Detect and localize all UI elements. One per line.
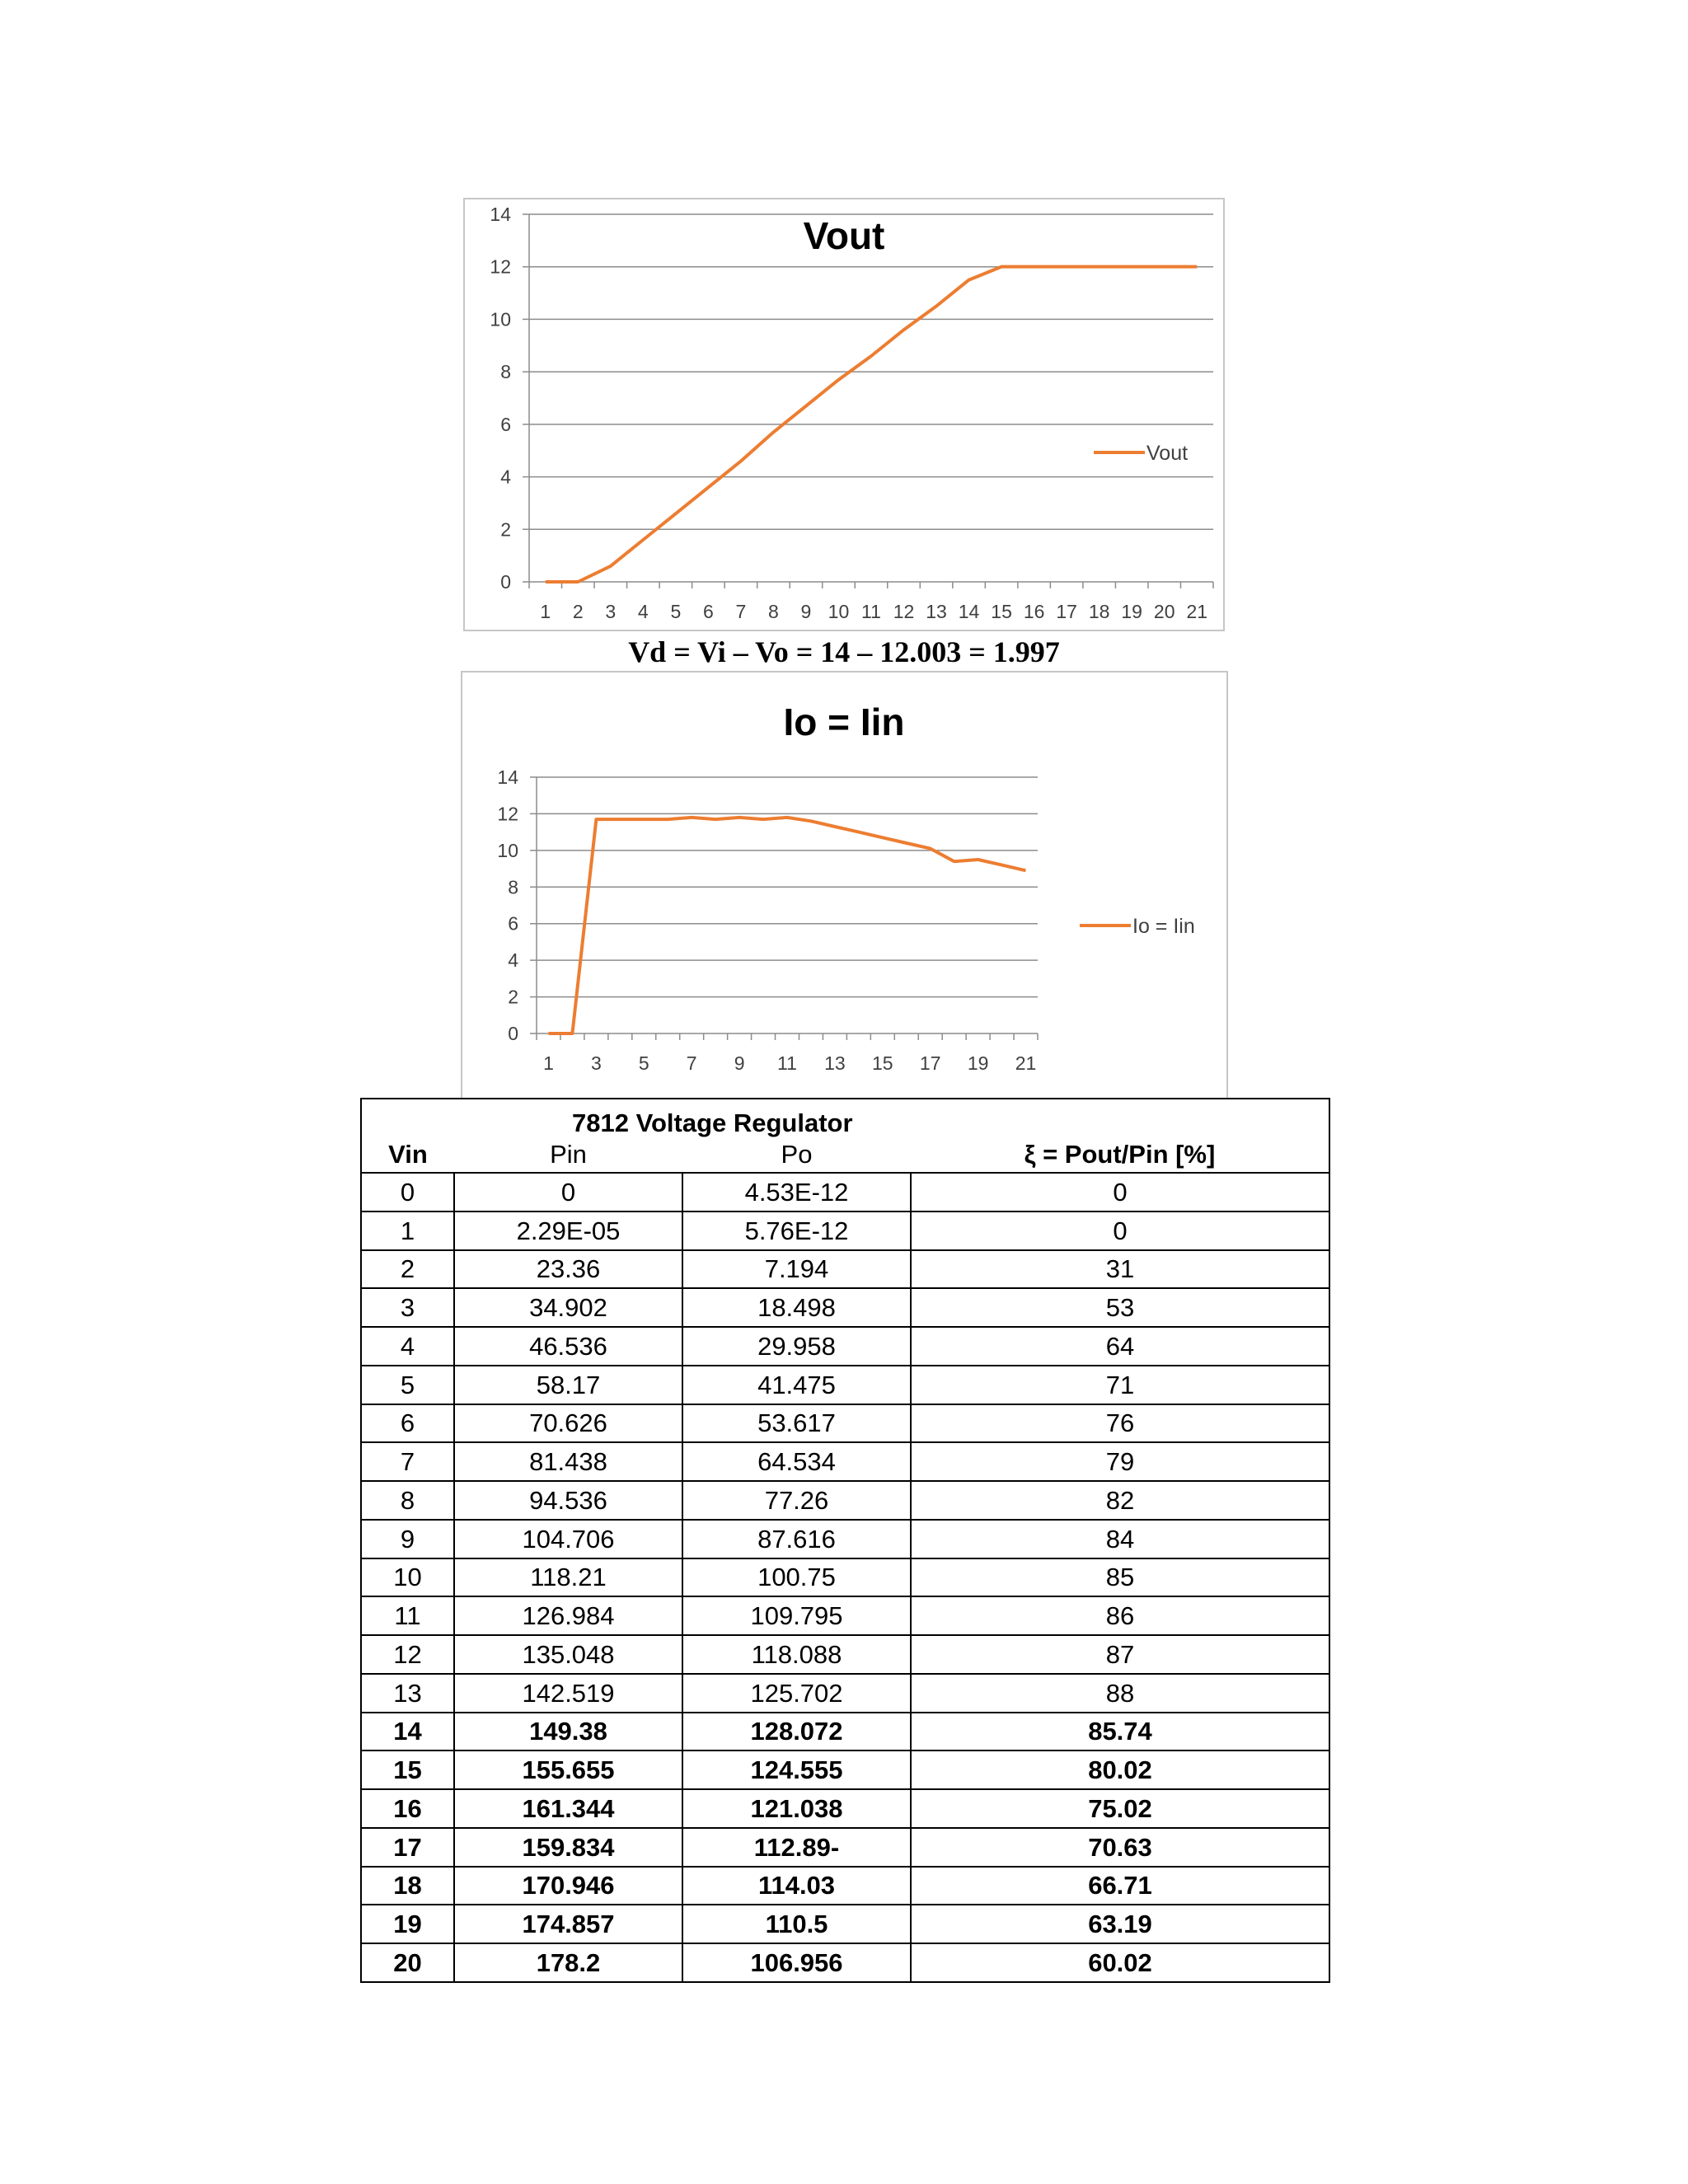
- cell-po: 118.088: [682, 1635, 911, 1674]
- x-tick-label: 20: [1153, 601, 1175, 622]
- cell-vin: 7: [361, 1442, 454, 1481]
- x-tick-label: 4: [637, 601, 649, 622]
- cell-pin: 58.17: [454, 1366, 682, 1404]
- cell-vin: 9: [361, 1520, 454, 1558]
- table-row: [361, 1212, 1329, 1250]
- col-header-efficiency: ξ = Pout/Pin [%]: [911, 1136, 1329, 1173]
- y-tick-label: 2: [500, 518, 511, 541]
- x-tick-label: 3: [590, 1052, 602, 1074]
- y-tick-label: 12: [497, 803, 518, 825]
- cell-vin: 0: [361, 1173, 454, 1212]
- cell-po: 64.534: [682, 1442, 911, 1481]
- x-tick-label: 1: [540, 601, 551, 622]
- cell-pin: 46.536: [454, 1327, 682, 1366]
- y-tick-label: 6: [508, 912, 518, 935]
- y-tick-label: 4: [508, 949, 518, 972]
- cell-efficiency: 85: [911, 1558, 1329, 1597]
- vout-chart-svg: [465, 199, 1223, 630]
- cell-po: 41.475: [682, 1366, 911, 1404]
- cell-pin: 142.519: [454, 1674, 682, 1713]
- cell-pin: 174.857: [454, 1905, 682, 1943]
- chart-title: Io = Iin: [783, 701, 905, 743]
- cell-pin: 81.438: [454, 1442, 682, 1481]
- col-header-po: Po: [682, 1136, 911, 1173]
- cell-pin: 178.2: [454, 1943, 682, 1982]
- x-tick-label: 8: [768, 601, 779, 622]
- x-tick-label: 3: [605, 601, 617, 622]
- x-tick-label: 19: [1121, 601, 1142, 622]
- cell-vin: 10: [361, 1558, 454, 1597]
- table-row: [361, 1481, 1329, 1520]
- cell-po: 109.795: [682, 1596, 911, 1635]
- cell-vin: 4: [361, 1327, 454, 1366]
- y-tick-label: 0: [508, 1023, 518, 1044]
- cell-pin: 155.655: [454, 1750, 682, 1789]
- cell-vin: 16: [361, 1789, 454, 1828]
- table-row: [361, 1596, 1329, 1635]
- dropout-voltage-formula: Vd = Vi – Vo = 14 – 12.003 = 1.997: [628, 635, 1060, 668]
- cell-po: 18.498: [682, 1288, 911, 1327]
- table-row: [361, 1789, 1329, 1828]
- cell-po: 110.5: [682, 1905, 911, 1943]
- cell-pin: 135.048: [454, 1635, 682, 1674]
- cell-efficiency: 0: [911, 1212, 1329, 1250]
- cell-efficiency: 0: [911, 1173, 1329, 1212]
- io-iin-chart-svg: [462, 673, 1226, 1101]
- vout-chart: [463, 198, 1225, 631]
- cell-po: 29.958: [682, 1327, 911, 1366]
- y-tick-label: 10: [497, 839, 518, 861]
- x-tick-label: 21: [1015, 1052, 1037, 1074]
- table-row: [361, 1288, 1329, 1327]
- x-tick-label: 18: [1088, 601, 1110, 622]
- cell-pin: 94.536: [454, 1481, 682, 1520]
- table-row: [361, 1327, 1329, 1366]
- cell-vin: 1: [361, 1212, 454, 1250]
- cell-vin: 2: [361, 1250, 454, 1289]
- cell-pin: 118.21: [454, 1558, 682, 1597]
- cell-pin: 170.946: [454, 1867, 682, 1905]
- table-row: [361, 1558, 1329, 1597]
- x-tick-label: 11: [777, 1052, 797, 1074]
- cell-po: 87.616: [682, 1520, 911, 1558]
- cell-efficiency: 71: [911, 1366, 1329, 1404]
- cell-efficiency: 31: [911, 1250, 1329, 1289]
- table-row: [361, 1250, 1329, 1289]
- cell-vin: 17: [361, 1828, 454, 1867]
- cell-po: 77.26: [682, 1481, 911, 1520]
- cell-efficiency: 87: [911, 1635, 1329, 1674]
- cell-efficiency: 88: [911, 1674, 1329, 1713]
- cell-pin: 161.344: [454, 1789, 682, 1828]
- cell-efficiency: 63.19: [911, 1905, 1329, 1943]
- table-row: [361, 1674, 1329, 1713]
- x-tick-label: 21: [1186, 601, 1208, 622]
- cell-efficiency: 66.71: [911, 1867, 1329, 1905]
- cell-po: 106.956: [682, 1943, 911, 1982]
- cell-po: 53.617: [682, 1404, 911, 1443]
- legend-label: Vout: [1146, 442, 1189, 465]
- cell-po: 112.89-: [682, 1828, 911, 1867]
- cell-pin: 23.36: [454, 1250, 682, 1289]
- cell-po: 114.03: [682, 1867, 911, 1905]
- table-row: [361, 1173, 1329, 1212]
- y-tick-label: 8: [500, 361, 511, 383]
- cell-efficiency: 64: [911, 1327, 1329, 1366]
- cell-po: 125.702: [682, 1674, 911, 1713]
- table-row: [361, 1713, 1329, 1751]
- x-tick-label: 9: [800, 601, 812, 622]
- cell-pin: 149.38: [454, 1713, 682, 1751]
- x-tick-label: 11: [861, 601, 881, 622]
- cell-vin: 5: [361, 1366, 454, 1404]
- y-tick-label: 10: [490, 308, 511, 330]
- cell-efficiency: 53: [911, 1288, 1329, 1327]
- cell-vin: 18: [361, 1867, 454, 1905]
- cell-vin: 13: [361, 1674, 454, 1713]
- x-tick-label: 12: [893, 601, 915, 622]
- cell-vin: 15: [361, 1750, 454, 1789]
- y-tick-label: 14: [497, 766, 518, 788]
- x-tick-label: 5: [670, 601, 682, 622]
- cell-pin: 126.984: [454, 1596, 682, 1635]
- cell-efficiency: 76: [911, 1404, 1329, 1443]
- table-title: 7812 Voltage Regulator: [572, 1108, 853, 1137]
- x-tick-label: 13: [926, 601, 947, 622]
- cell-efficiency: 82: [911, 1481, 1329, 1520]
- cell-efficiency: 60.02: [911, 1943, 1329, 1982]
- cell-vin: 11: [361, 1596, 454, 1635]
- cell-pin: 159.834: [454, 1828, 682, 1867]
- x-tick-label: 17: [1056, 601, 1077, 622]
- cell-efficiency: 80.02: [911, 1750, 1329, 1789]
- cell-efficiency: 84: [911, 1520, 1329, 1558]
- cell-efficiency: 85.74: [911, 1713, 1329, 1751]
- cell-po: 100.75: [682, 1558, 911, 1597]
- cell-vin: 20: [361, 1943, 454, 1982]
- cell-efficiency: 79: [911, 1442, 1329, 1481]
- x-tick-label: 10: [828, 601, 850, 622]
- x-tick-label: 2: [572, 601, 584, 622]
- x-tick-label: 13: [824, 1052, 846, 1074]
- table-row: [361, 1905, 1329, 1943]
- x-tick-label: 5: [638, 1052, 649, 1074]
- cell-efficiency: 86: [911, 1596, 1329, 1635]
- table-row: [361, 1828, 1329, 1867]
- x-tick-label: 19: [967, 1052, 989, 1074]
- y-tick-label: 0: [500, 571, 511, 593]
- x-tick-label: 16: [1023, 601, 1045, 622]
- io-iin-chart: [461, 671, 1228, 1099]
- y-tick-label: 6: [500, 413, 511, 435]
- table-row: [361, 1442, 1329, 1481]
- table-row: [361, 1366, 1329, 1404]
- cell-vin: 19: [361, 1905, 454, 1943]
- table-row: [361, 1943, 1329, 1982]
- x-tick-label: 7: [686, 1052, 697, 1074]
- legend-label: Io = Iin: [1132, 915, 1195, 938]
- cell-vin: 6: [361, 1404, 454, 1443]
- cell-vin: 12: [361, 1635, 454, 1674]
- chart-title: Vout: [803, 214, 885, 257]
- x-tick-label: 17: [919, 1052, 941, 1074]
- cell-po: 7.194: [682, 1250, 911, 1289]
- col-header-vin: Vin: [361, 1136, 454, 1173]
- table-row: [361, 1750, 1329, 1789]
- y-tick-label: 8: [508, 876, 518, 898]
- cell-efficiency: 70.63: [911, 1828, 1329, 1867]
- x-tick-label: 15: [872, 1052, 893, 1074]
- table-row: [361, 1520, 1329, 1558]
- x-tick-label: 6: [702, 601, 714, 622]
- cell-pin: 70.626: [454, 1404, 682, 1443]
- x-tick-label: 7: [735, 601, 747, 622]
- cell-po: 121.038: [682, 1789, 911, 1828]
- x-tick-label: 9: [734, 1052, 745, 1074]
- table-row: [361, 1867, 1329, 1905]
- cell-po: 128.072: [682, 1713, 911, 1751]
- cell-pin: 0: [454, 1173, 682, 1212]
- cell-po: 124.555: [682, 1750, 911, 1789]
- col-header-pin: Pin: [454, 1136, 682, 1173]
- y-tick-label: 14: [490, 204, 511, 225]
- cell-efficiency: 75.02: [911, 1789, 1329, 1828]
- x-tick-label: 1: [543, 1052, 554, 1074]
- table-row: [361, 1635, 1329, 1674]
- cell-pin: 34.902: [454, 1288, 682, 1327]
- cell-pin: 2.29E-05: [454, 1212, 682, 1250]
- cell-pin: 104.706: [454, 1520, 682, 1558]
- x-tick-label: 14: [958, 601, 980, 622]
- regulator-data-table: [360, 1098, 1330, 1983]
- cell-vin: 8: [361, 1481, 454, 1520]
- cell-po: 4.53E-12: [682, 1173, 911, 1212]
- cell-po: 5.76E-12: [682, 1212, 911, 1250]
- x-tick-label: 15: [991, 601, 1012, 622]
- table-row: [361, 1404, 1329, 1443]
- y-tick-label: 12: [490, 255, 511, 278]
- cell-vin: 3: [361, 1288, 454, 1327]
- y-tick-label: 4: [500, 466, 511, 488]
- cell-vin: 14: [361, 1713, 454, 1751]
- y-tick-label: 2: [508, 986, 518, 1008]
